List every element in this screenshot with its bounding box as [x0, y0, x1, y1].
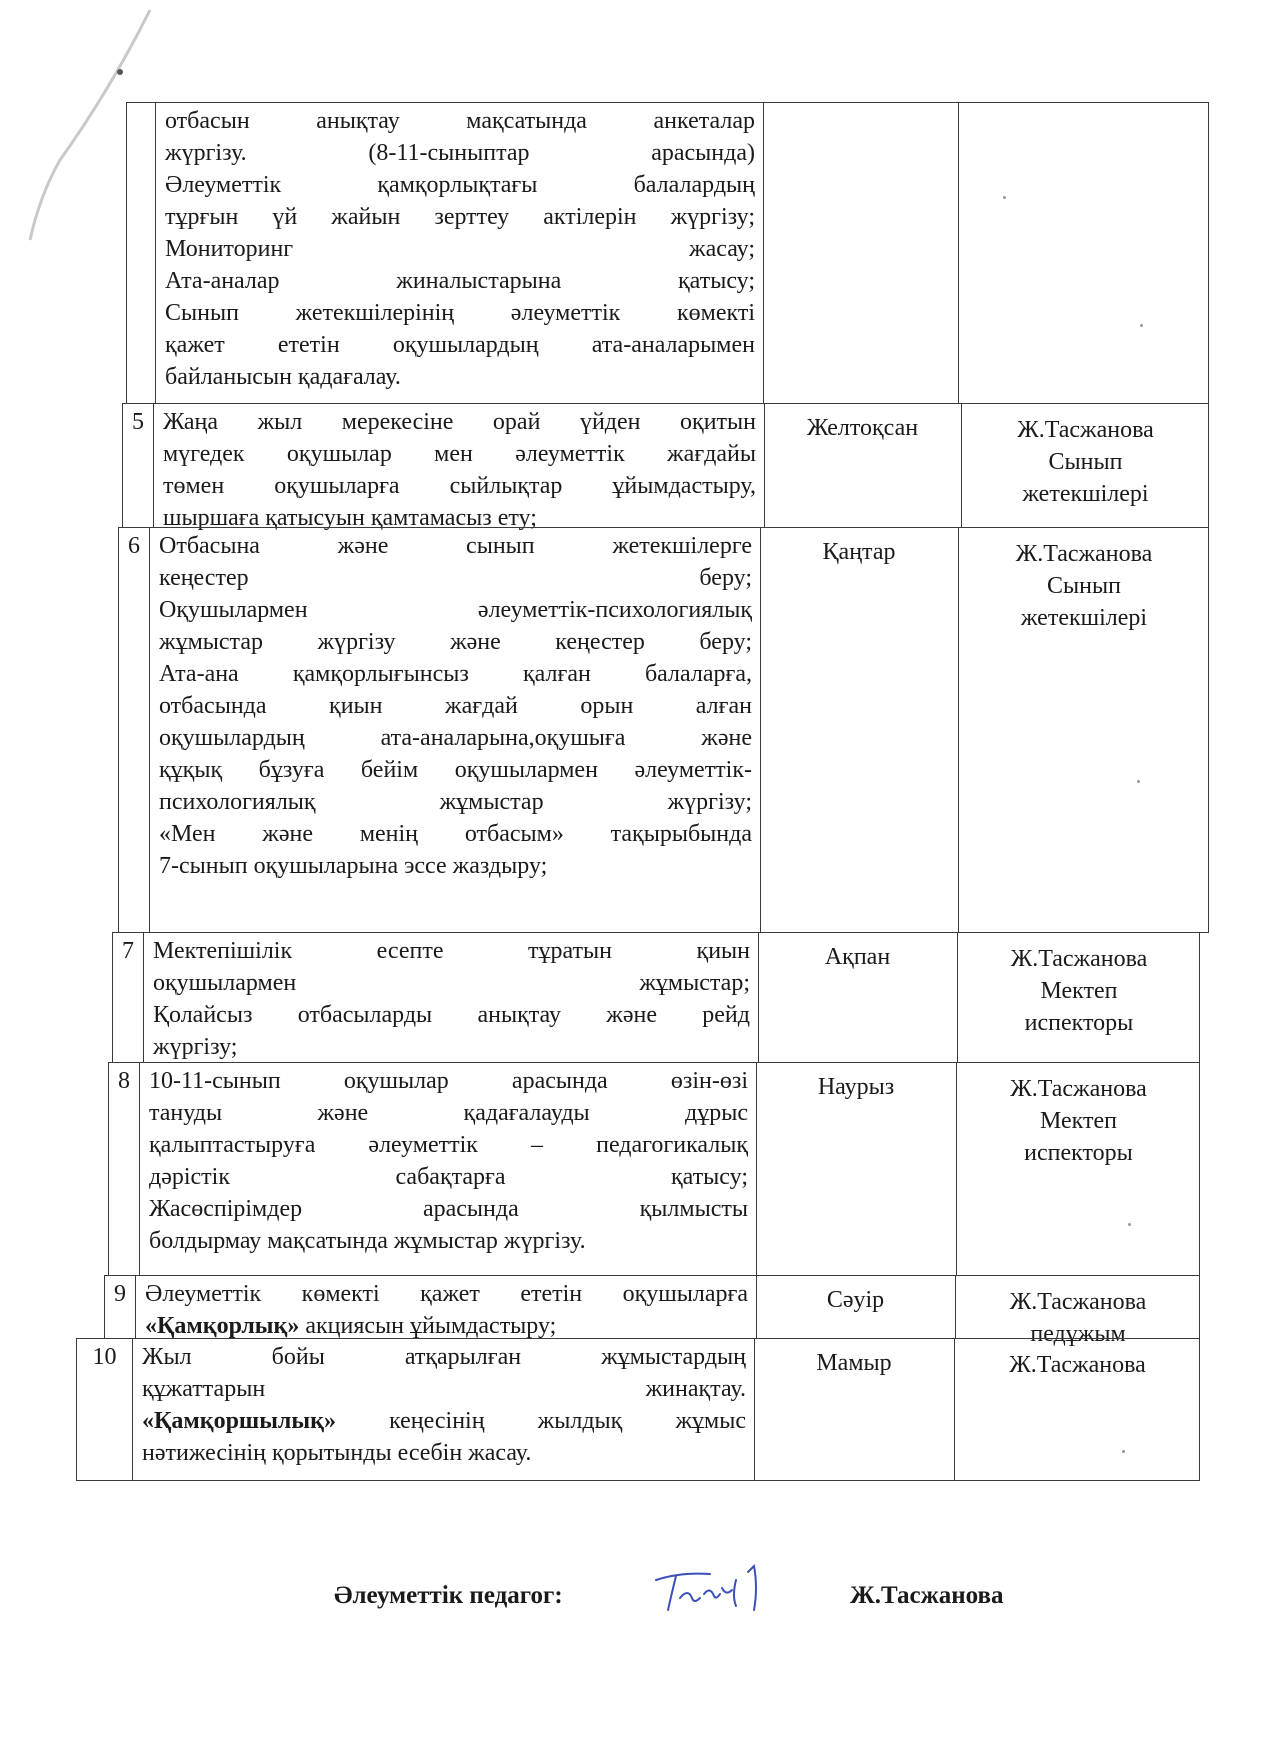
- activity-line: [159, 594, 752, 626]
- activity-text: Жасөспірімдер арасында қылмысты: [149, 1196, 748, 1222]
- table-row: [118, 527, 1209, 933]
- activity-text: Отбасына және сынып жетекшілерге: [159, 533, 752, 559]
- activity-text: оқушылардың ата-аналарына,оқушыға және: [159, 725, 752, 751]
- table-column-divider: [149, 528, 150, 932]
- activity-line: [165, 105, 755, 137]
- responsible-line: Сынып: [1047, 573, 1121, 599]
- signatory-name: Ж.Тасжанова: [850, 1582, 1004, 1609]
- signature-role-label: Әлеуметтік педагог:: [334, 1582, 563, 1609]
- bold-event-name: «Қамқоршылық»: [142, 1408, 336, 1434]
- table-column-divider: [153, 404, 154, 527]
- activity-line: [149, 1193, 748, 1225]
- row-number: 6: [128, 533, 140, 559]
- responsible-line: испекторы: [1024, 1010, 1134, 1036]
- activity-description: [153, 935, 750, 1063]
- activity-line: [159, 562, 752, 594]
- activity-text: нәтижесінің қорытынды есебін жасау.: [142, 1440, 532, 1466]
- activity-text: акциясын ұйымдастыру;: [299, 1313, 557, 1339]
- activity-text: кеңестер беру;: [159, 565, 752, 591]
- activity-text: шыршаға қатысуын қамтамасыз ету;: [163, 505, 537, 531]
- deadline-month: Желтоқсан: [806, 415, 919, 441]
- row-number: 7: [122, 938, 134, 964]
- scan-speck: [1128, 1223, 1131, 1226]
- responsible-line: Ж.Тасжанова: [1010, 1076, 1147, 1102]
- responsible-persons: [961, 414, 1210, 510]
- responsible-line: Мектеп: [1040, 978, 1118, 1004]
- activity-line: [159, 818, 752, 850]
- responsible-persons: [954, 1349, 1201, 1381]
- scan-speck: [1122, 1450, 1125, 1453]
- activity-text: Жаңа жыл мерекесіне орай үйден оқитын: [163, 409, 756, 435]
- activity-text: Мектепішілік есепте тұратын қиын: [153, 938, 750, 964]
- table-column-divider: [760, 528, 761, 932]
- activity-text: мүгедек оқушылар мен әлеуметтік жағдайы: [163, 441, 756, 467]
- responsible-line: жетекшілері: [1022, 481, 1149, 507]
- table-row: [122, 403, 1209, 531]
- responsible-persons: [957, 943, 1201, 1039]
- row-number: 5: [132, 409, 144, 435]
- activity-line: [165, 329, 755, 361]
- activity-text: құжаттарын жинақтау.: [142, 1376, 746, 1402]
- table-column-divider: [143, 933, 144, 1062]
- handwritten-signature: [650, 1558, 790, 1618]
- activity-description: [145, 1278, 748, 1342]
- activity-line: [142, 1373, 746, 1405]
- activity-line: [153, 967, 750, 999]
- activity-line: [153, 935, 750, 967]
- activity-line: [165, 361, 755, 393]
- responsible-line: жетекшілері: [1020, 605, 1148, 631]
- activity-text: болдырмау мақсатында жұмыстар жүргізу.: [149, 1228, 586, 1254]
- activity-text: психологиялық жұмыстар жүргізу;: [159, 789, 752, 815]
- activity-line: [165, 201, 755, 233]
- activity-line: [149, 1129, 748, 1161]
- activity-text: Оқушылармен әлеуметтік-психологиялық: [159, 597, 752, 623]
- activity-text: кеңесінің жылдық жұмыс: [335, 1408, 746, 1434]
- activity-text: «Мен және менің отбасым» тақырыбында: [159, 821, 752, 847]
- responsible-line: Ж.Тасжанова: [1017, 417, 1154, 443]
- table-column-divider: [135, 1276, 136, 1338]
- bold-event-name: «Қамқорлық»: [145, 1313, 300, 1339]
- responsible-line: Ж.Тасжанова: [1009, 1289, 1147, 1315]
- deadline-month: Қаңтар: [822, 539, 896, 565]
- activity-text: қажет ететін оқушылардың ата-аналарымен: [165, 332, 755, 358]
- responsible-line: педұжым: [1030, 1321, 1126, 1347]
- activity-text: Ата-аналар жиналыстарына қатысу;: [165, 268, 755, 294]
- activity-text: Әлеуметтік көмекті қажет ететін оқушыларға: [145, 1281, 748, 1307]
- activity-line: [149, 1065, 748, 1097]
- activity-line: [159, 690, 752, 722]
- activity-text: отбасында қиын жағдай орын алған: [159, 693, 752, 719]
- responsible-line: Ж.Тасжанова: [1009, 1352, 1146, 1378]
- responsible-persons: [958, 538, 1210, 634]
- table-row: [126, 102, 1209, 404]
- activity-line: [145, 1278, 748, 1310]
- deadline-month: Мамыр: [816, 1350, 892, 1376]
- responsible-persons: [956, 1073, 1201, 1169]
- activity-line: [165, 297, 755, 329]
- activity-text: 7-сынып оқушыларына эссе жаздыру;: [159, 853, 548, 879]
- table-column-divider: [958, 103, 959, 403]
- activity-line: [142, 1341, 746, 1373]
- activity-line: [142, 1405, 746, 1437]
- activity-text: тануды және қадағалауды дұрыс: [149, 1100, 748, 1126]
- activity-line: [163, 406, 756, 438]
- deadline-month: Ақпан: [824, 944, 891, 970]
- activity-line: [149, 1097, 748, 1129]
- activity-text: жұмыстар жүргізу және кеңестер беру;: [159, 629, 752, 655]
- scan-speck: [1003, 196, 1006, 199]
- activity-line: [149, 1225, 748, 1257]
- activity-text: төмен оқушыларға сыйлықтар ұйымдастыру,: [163, 473, 756, 499]
- activity-description: [163, 406, 756, 534]
- responsible-line: Ж.Тасжанова: [1015, 541, 1153, 567]
- activity-text: жүргізу;: [153, 1034, 238, 1060]
- activity-text: жүргізу. (8-11-сыныптар арасында): [165, 140, 755, 166]
- table-row: [112, 932, 1200, 1063]
- scan-speck: [1137, 780, 1140, 783]
- responsible-line: испекторы: [1024, 1140, 1133, 1166]
- activity-description: [142, 1341, 746, 1469]
- row-number: 10: [92, 1344, 117, 1370]
- activity-line: [153, 1031, 750, 1063]
- activity-line: [165, 233, 755, 265]
- table-row: [104, 1275, 1200, 1347]
- row-number: 8: [118, 1068, 130, 1094]
- activity-description: [159, 530, 752, 882]
- row-number: 9: [114, 1281, 126, 1307]
- activity-text: 10-11-сынып оқушылар арасында өзін-өзі: [149, 1068, 748, 1094]
- activity-text: Ата-ана қамқорлығынсыз қалған балаларға,: [159, 661, 752, 687]
- activity-line: [142, 1437, 746, 1469]
- activity-text: Жыл бойы атқарылған жұмыстардың: [142, 1344, 746, 1370]
- activity-text: Мониторинг жасау;: [165, 236, 755, 262]
- activity-line: [159, 722, 752, 754]
- activity-line: [153, 999, 750, 1031]
- activity-line: [159, 754, 752, 786]
- deadline-month: Наурыз: [817, 1074, 895, 1100]
- activity-line: [165, 265, 755, 297]
- table-column-divider: [132, 1339, 133, 1480]
- activity-line: [159, 658, 752, 690]
- table-column-divider: [155, 103, 156, 403]
- activity-text: қалыптастыруға әлеуметтік – педагогикалық: [149, 1132, 748, 1158]
- activity-line: [165, 169, 755, 201]
- table-column-divider: [763, 103, 764, 403]
- activity-text: Қолайсыз отбасыларды анықтау және рейд: [153, 1002, 750, 1028]
- table-row: [76, 1338, 1200, 1481]
- activity-text: тұрғын үй жайын зерттеу актілерін жүргізу;: [165, 204, 755, 230]
- responsible-line: Ж.Тасжанова: [1010, 946, 1148, 972]
- activity-description: [165, 105, 755, 393]
- activity-line: [159, 786, 752, 818]
- scan-speck: [1140, 324, 1143, 327]
- activity-line: [163, 438, 756, 470]
- responsible-line: Мектеп: [1039, 1108, 1117, 1134]
- activity-line: [165, 137, 755, 169]
- activity-line: [159, 626, 752, 658]
- activity-line: [159, 530, 752, 562]
- activity-text: Әлеуметтік қамқорлықтағы балалардың: [165, 172, 755, 198]
- activity-description: [149, 1065, 748, 1257]
- deadline-month: Сәуір: [826, 1287, 885, 1313]
- activity-text: дәрістік сабақтарға қатысу;: [149, 1164, 748, 1190]
- activity-text: Сынып жетекшілерінің әлеуметтік көмекті: [165, 300, 755, 326]
- table-column-divider: [139, 1063, 140, 1275]
- activity-line: [163, 470, 756, 502]
- activity-text: құқық бұзуға бейім оқушылармен әлеуметтік-: [159, 757, 752, 783]
- activity-text: отбасын анықтау мақсатында анкеталар: [165, 108, 755, 134]
- responsible-line: Сынып: [1048, 449, 1123, 475]
- activity-text: оқушылармен жұмыстар;: [153, 970, 750, 996]
- activity-text: байланысын қадағалау.: [165, 364, 401, 390]
- activity-line: [149, 1161, 748, 1193]
- activity-line: [159, 850, 752, 882]
- table-row: [108, 1062, 1200, 1276]
